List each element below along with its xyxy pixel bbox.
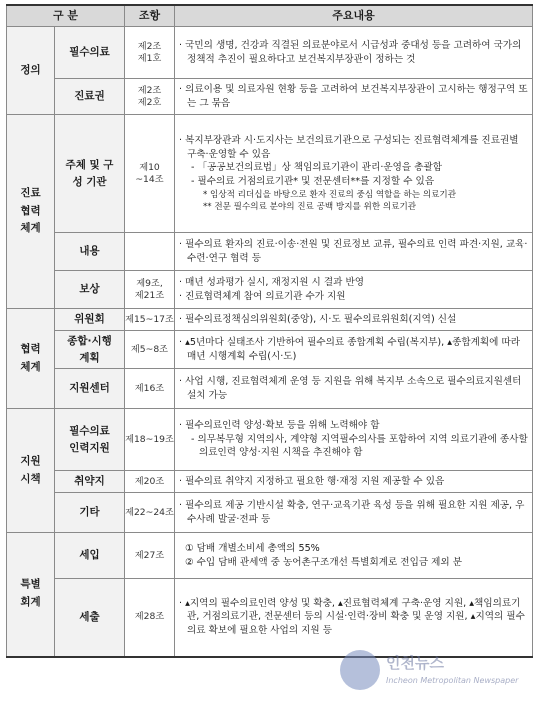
section-label-definition: 정의 [7,27,55,115]
article-cell: 제27조 [125,533,175,579]
content-cell: · 필수의료 환자의 진료·이송·전원 및 진료정보 교류, 필수의료 인력 파견·지원, 교육·수련·연구 협력 등 [175,233,533,271]
table-row [7,271,533,309]
table-row [7,471,533,493]
row-label: 필수의료 [55,27,125,79]
content-cell: · 복지부장관과 시·도지사는 보건의료기관으로 구성되는 진료협력체계를 진료권별 구축·운영할 수 있음 - 「공공보건의료법」상 책임의료기관이 관리·운영을 총괄함 - 필수의료 거점의료기관* 및 전문센터**를 지정할 수 있음 * 임상적 리더십을 바탕으로 환자 진료의 중심 역할을 하는 의료기관 ** 전문 필수의료 분야의 진료 공백 방지를 위한 의료기관 [175,115,533,233]
content-cell: · 국민의 생명, 건강과 직결된 의료분야로서 시급성과 중대성 등을 고려하여 국가의 정책적 추진이 필요하다고 보건복지부장관이 정하는 것 [175,27,533,79]
header-article: 조항 [125,5,175,27]
article-cell: 제2조 제1호 [125,27,175,79]
table-row [7,579,533,657]
table-row [7,27,533,79]
article-cell: 제2조 제2호 [125,79,175,115]
table-row [7,79,533,115]
section-label-support: 지원 시책 [7,409,55,533]
article-cell: 제16조 [125,369,175,409]
section-label-special-account: 특별 회계 [7,533,55,657]
content-cell: · 매년 성과평가 실시, 재정지원 시 결과 반영 · 진료협력체계 참여 의료기관 수가 지원 [175,271,533,309]
article-cell: 제28조 [125,579,175,657]
row-label: 진료권 [55,79,125,115]
table-row [7,533,533,579]
row-label: 종합·시행 계획 [55,331,125,369]
row-label: 주체 및 구 성 기관 [55,115,125,233]
table-row [7,493,533,533]
row-label: 세입 [55,533,125,579]
row-label: 기타 [55,493,125,533]
content-cell: · 필수의료정책심의위원회(중앙), 시·도 필수의료위원회(지역) 신설 [175,309,533,331]
row-label: 취약지 [55,471,125,493]
article-cell: 제18~19조 [125,409,175,471]
table-row [7,409,533,471]
table-row [7,115,533,233]
table-header-row [7,5,533,27]
table-row [7,233,533,271]
row-label: 지원센터 [55,369,125,409]
content-cell: · 필수의료인력 양성·확보 등을 위해 노력해야 함 - 의무복무형 지역의사, 계약형 지역필수의사를 포함하여 지역 의료기관에 종사할 의료인력 양성·지원 시책을 추진해야 함 [175,409,533,471]
article-cell: 제10 ~14조 [125,115,175,233]
header-content: 주요내용 [175,5,533,27]
row-label: 세출 [55,579,125,657]
row-label: 보상 [55,271,125,309]
row-label: 내용 [55,233,125,271]
section-label-cooperation: 협력 체계 [7,309,55,409]
content-cell: ① 담배 개별소비세 총액의 55% ② 수입 담배 관세액 중 농어촌구조개선 특별회계로 전입금 제외 분 [175,533,533,579]
article-cell: 제20조 [125,471,175,493]
law-summary-table [6,4,533,658]
row-label: 필수의료 인력지원 [55,409,125,471]
content-cell: · ▴5년마다 실태조사 기반하여 필수의료 종합계획 수립(복지부), ▴종합계획에 따라 매년 시행계획 수립(시·도) [175,331,533,369]
table-row [7,369,533,409]
content-cell: · ▴지역의 필수의료인력 양성 및 확충, ▴진료협력체계 구축·운영 지원, ▴책임의료기관, 거점의료기관, 전문센터 등의 시설·인력·장비 확충 및 운영 지원, ▴지역의 필수의료 확보에 필요한 사업의 지원 등 [175,579,533,657]
article-cell [125,233,175,271]
content-cell: · 의료이용 및 의료자원 현황 등을 고려하여 보건복지부장관이 고시하는 행정구역 또는 그 묶음 [175,79,533,115]
watermark-title: 인천뉴스 [386,654,444,672]
section-label-care-network: 진료 협력 체계 [7,115,55,309]
table-row [7,331,533,369]
article-cell: 제9조, 제21조 [125,271,175,309]
content-cell: · 필수의료 취약지 지정하고 필요한 행·재정 지원 제공할 수 있음 [175,471,533,493]
table-row [7,309,533,331]
article-cell: 제5~8조 [125,331,175,369]
row-label: 위원회 [55,309,125,331]
content-cell: · 필수의료 제공 기반시설 확충, 연구·교육기관 육성 등을 위해 필요한 지원 제공, 우수사례 발굴·전파 등 [175,493,533,533]
content-cell: · 사업 시행, 진료협력체계 운영 등 지원을 위해 복지부 소속으로 필수의료지원센터 설치 가능 [175,369,533,409]
header-category: 구 분 [7,5,125,27]
article-cell: 제22~24조 [125,493,175,533]
article-cell: 제15~17조 [125,309,175,331]
watermark-subtitle: Incheon Metropolitan Newspaper [386,676,519,685]
